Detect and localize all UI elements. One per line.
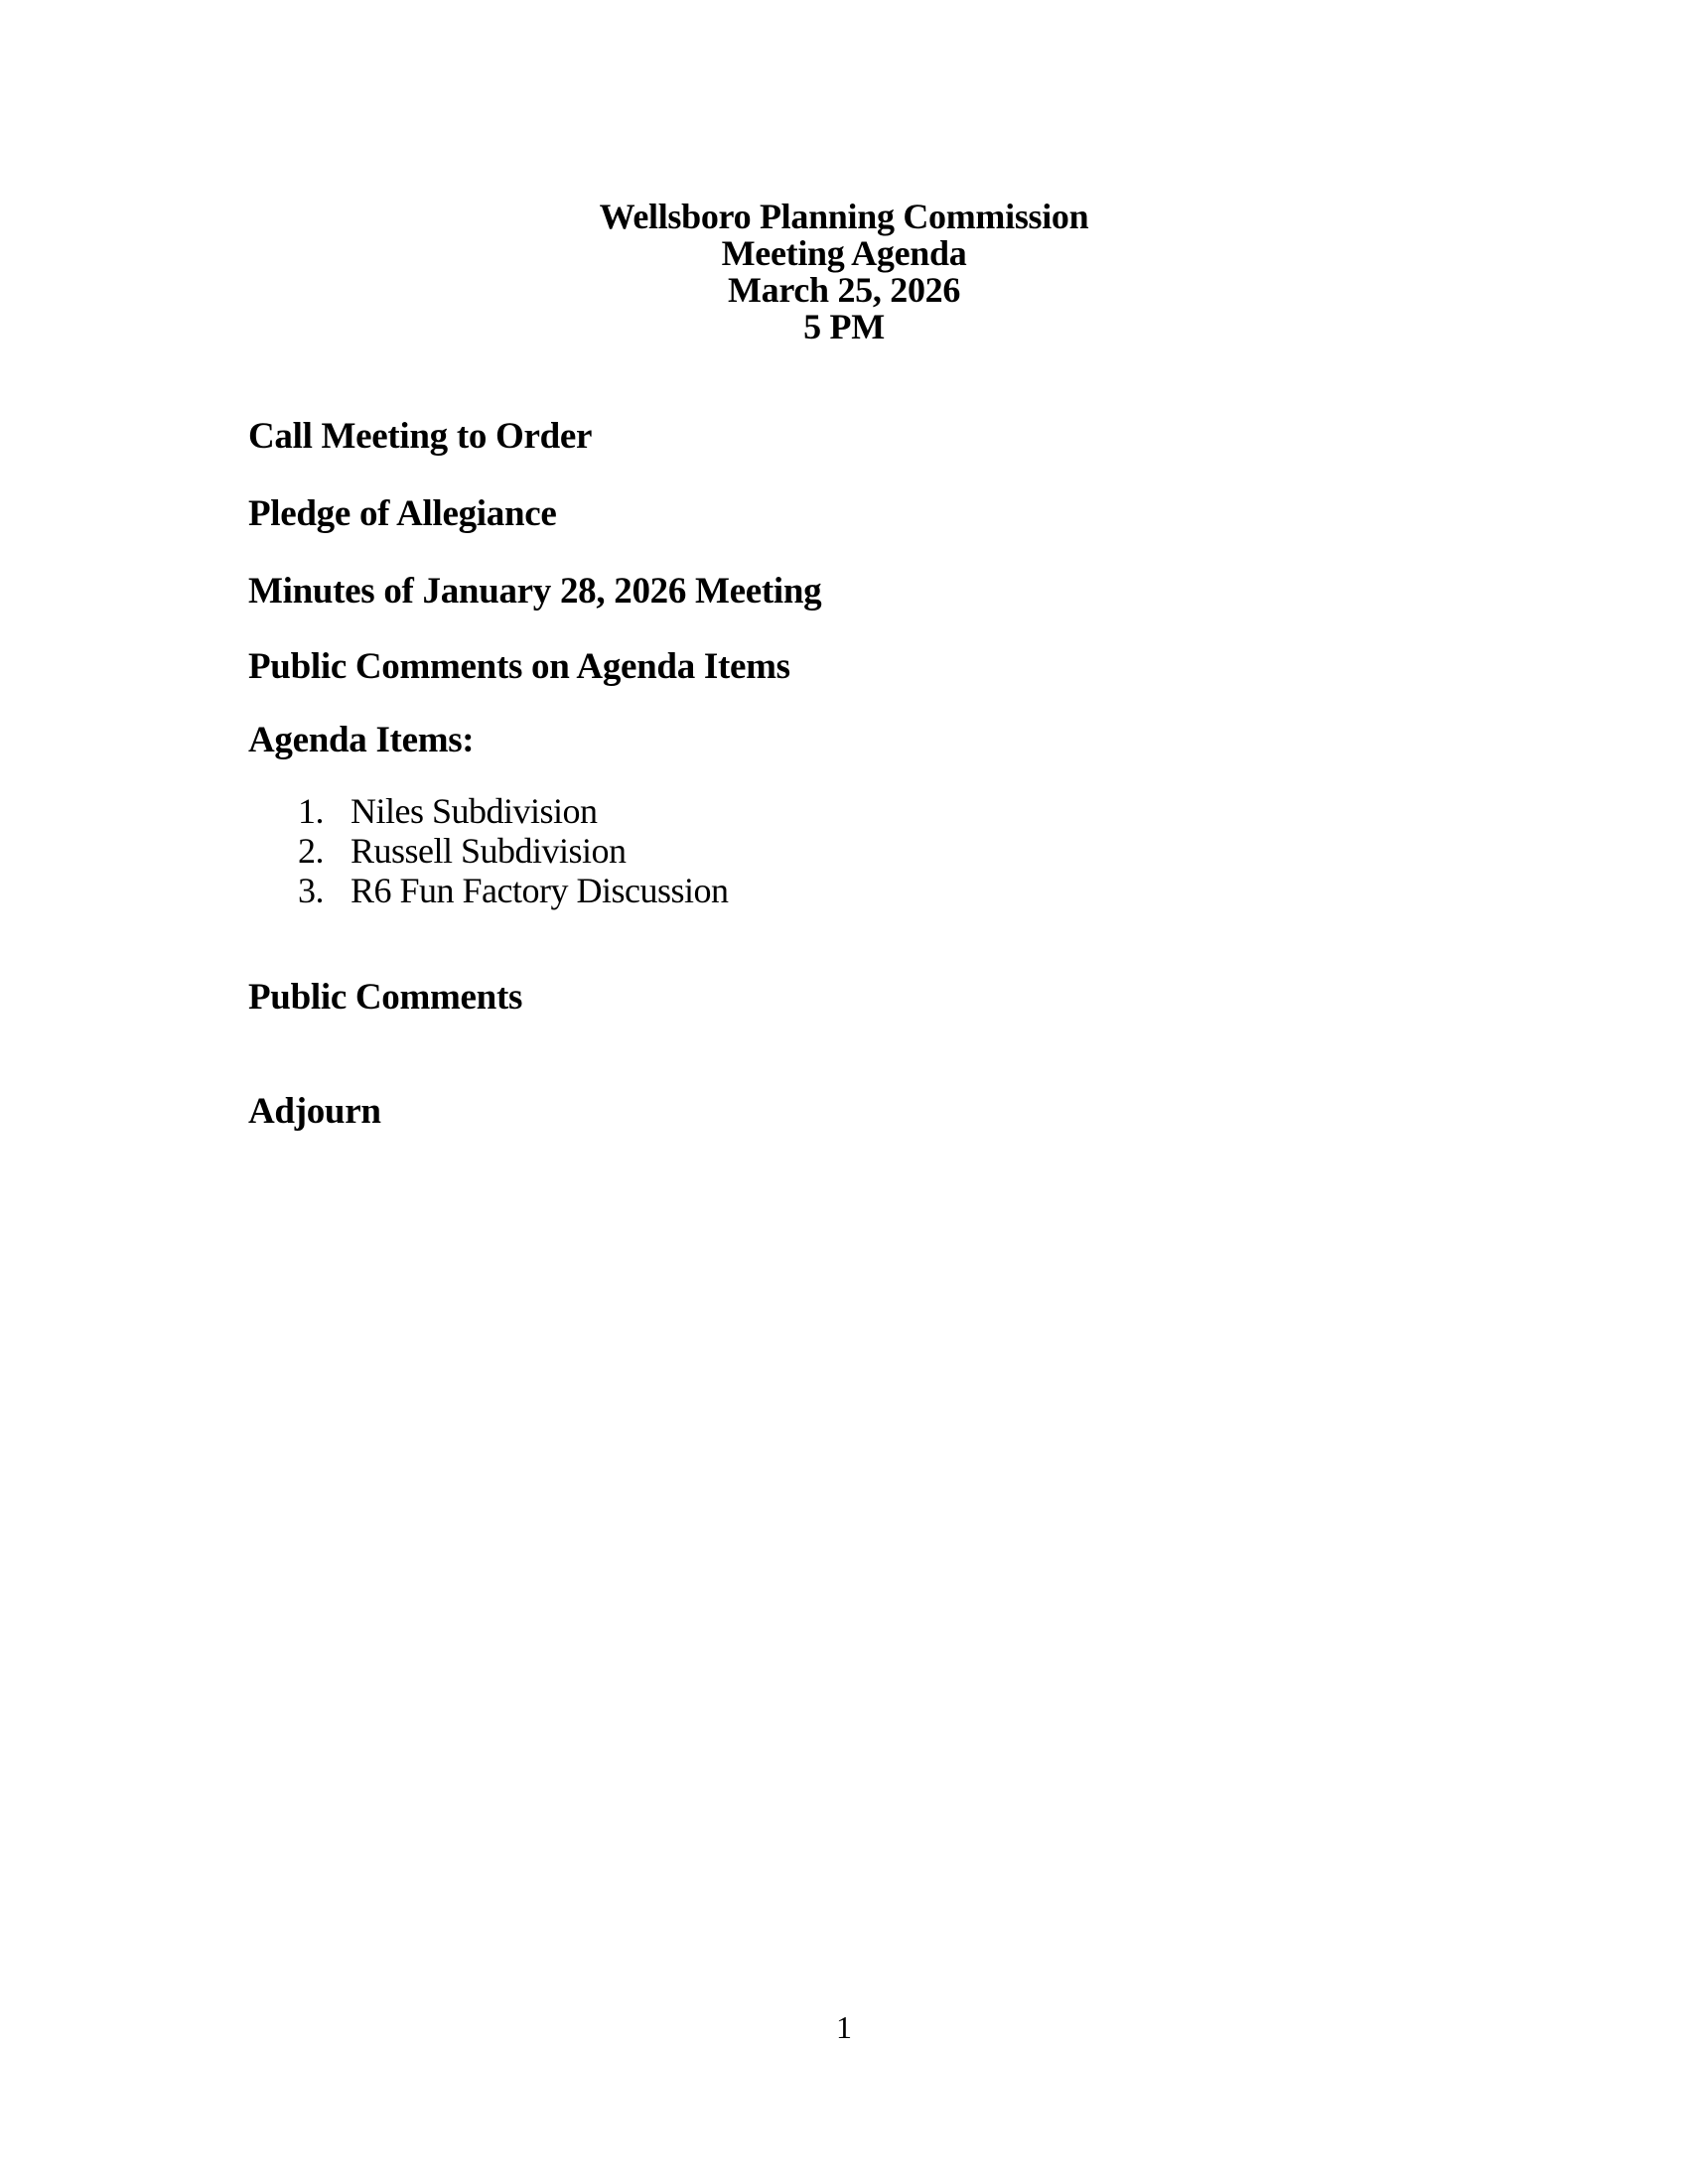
agenda-item-2-number: 2. <box>298 831 324 871</box>
agenda-item-3 <box>298 871 729 910</box>
agenda-item-1-number: 1. <box>298 791 324 831</box>
section-minutes: Minutes of January 28, 2026 Meeting <box>248 571 822 612</box>
document-title-block <box>0 199 1688 345</box>
section-call-meeting-to-order: Call Meeting to Order <box>248 416 593 457</box>
agenda-item-2 <box>298 831 729 871</box>
agenda-item-3-number: 3. <box>298 871 324 910</box>
title-line-document-type: Meeting Agenda <box>721 233 967 273</box>
page-number: 1 <box>836 2009 852 2045</box>
title-line-date: March 25, 2026 <box>727 270 961 310</box>
section-adjourn: Adjourn <box>248 1091 381 1132</box>
title-line-time: 5 PM <box>803 307 885 346</box>
agenda-items-list <box>298 791 729 910</box>
section-agenda-items-heading: Agenda Items: <box>248 720 475 760</box>
title-line-organization: Wellsboro Planning Commission <box>599 197 1089 236</box>
agenda-item-3-label: R6 Fun Factory Discussion <box>351 871 729 910</box>
agenda-item-1-label: Niles Subdivision <box>351 791 598 831</box>
section-pledge-of-allegiance: Pledge of Allegiance <box>248 493 557 534</box>
section-public-comments: Public Comments <box>248 977 523 1018</box>
section-public-comments-on-agenda-items: Public Comments on Agenda Items <box>248 646 790 687</box>
agenda-item-1 <box>298 791 729 831</box>
agenda-item-2-label: Russell Subdivision <box>351 831 627 871</box>
